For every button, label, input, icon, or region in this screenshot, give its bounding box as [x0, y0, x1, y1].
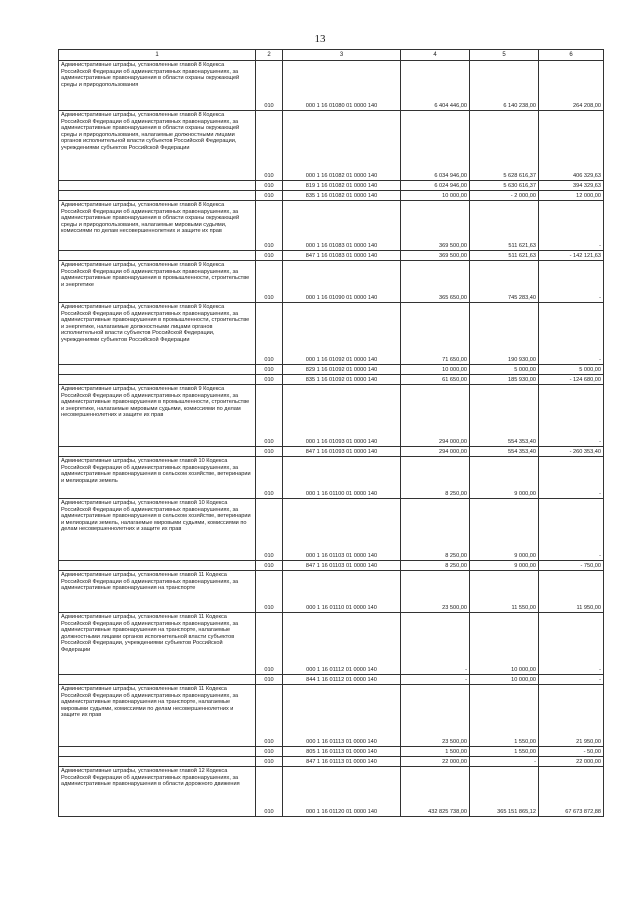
executed-amount-cell: 9 000,00: [470, 457, 539, 499]
approved-amount-cell: 1 500,00: [401, 747, 470, 757]
line-code-cell: 010: [256, 201, 283, 251]
row-description-empty: [59, 447, 256, 457]
classification-code-cell: 000 1 16 01120 01 0000 140: [283, 767, 401, 817]
unexecuted-amount-cell: -: [539, 303, 604, 365]
line-code-cell: 010: [256, 303, 283, 365]
table-row: [59, 747, 604, 757]
approved-amount-cell: 23 500,00: [401, 685, 470, 747]
executed-amount-cell: 10 000,00: [470, 613, 539, 675]
approved-amount-cell: 294 000,00: [401, 385, 470, 447]
line-code-cell: 010: [256, 613, 283, 675]
classification-code-cell: 847 1 16 01083 01 0000 140: [283, 251, 401, 261]
classification-code-cell: 829 1 16 01092 01 0000 140: [283, 365, 401, 375]
unexecuted-amount-cell: 264 208,00: [539, 61, 604, 111]
approved-amount-cell: 8 250,00: [401, 561, 470, 571]
line-code-cell: 010: [256, 757, 283, 767]
executed-amount-cell: 190 930,00: [470, 303, 539, 365]
executed-amount-cell: - 2 000,00: [470, 191, 539, 201]
executed-amount-cell: 554 353,40: [470, 447, 539, 457]
table-row: [59, 365, 604, 375]
table-row: [59, 61, 604, 111]
table-row: [59, 499, 604, 561]
row-description-empty: [59, 747, 256, 757]
row-description-empty: [59, 757, 256, 767]
executed-amount-cell: 745 283,40: [470, 261, 539, 303]
row-description: Административные штрафы, установленные главой 10 Кодекса Российской Федерации об административных правонарушениях, за административные правонарушения в сельском хозяйстве, ветеринарии и мелиорации земель: [59, 457, 256, 499]
row-description: Административные штрафы, установленные главой 9 Кодекса Российской Федерации об административных правонарушениях, за административные правонарушения в промышленности, строительстве и энергетике, налагаемые должностными лицами органов исполнительной власти субъектов Российской Федерации, учреждениями субъектов Российской Федерации: [59, 303, 256, 365]
table-row: [59, 457, 604, 499]
executed-amount-cell: 5 628 616,37: [470, 111, 539, 181]
classification-code-cell: 835 1 16 01082 01 0000 140: [283, 191, 401, 201]
line-code-cell: 010: [256, 571, 283, 613]
unexecuted-amount-cell: 21 950,00: [539, 685, 604, 747]
classification-code-cell: 805 1 16 01113 01 0000 140: [283, 747, 401, 757]
executed-amount-cell: 6 140 238,00: [470, 61, 539, 111]
approved-amount-cell: 8 250,00: [401, 457, 470, 499]
row-description-empty: [59, 181, 256, 191]
unexecuted-amount-cell: -: [539, 457, 604, 499]
row-description: Административные штрафы, установленные главой 9 Кодекса Российской Федерации об административных правонарушениях, за административные правонарушения в промышленности, строительстве и энергетике, налагаемые мировыми судьями, комиссиями по делам несовершеннолетних и защите их прав: [59, 385, 256, 447]
unexecuted-amount-cell: - 50,00: [539, 747, 604, 757]
table-row: [59, 447, 604, 457]
row-description: Административные штрафы, установленные главой 11 Кодекса Российской Федерации об административных правонарушениях, за административные правонарушения на транспорте: [59, 571, 256, 613]
page-number: 13: [314, 33, 326, 45]
executed-amount-cell: 1 550,00: [470, 685, 539, 747]
classification-code-cell: 000 1 16 01093 01 0000 140: [283, 385, 401, 447]
approved-amount-cell: 294 000,00: [401, 447, 470, 457]
row-description-empty: [59, 561, 256, 571]
approved-amount-cell: 365 650,00: [401, 261, 470, 303]
table-row: [59, 685, 604, 747]
table-row: [59, 385, 604, 447]
classification-code-cell: 000 1 16 01092 01 0000 140: [283, 303, 401, 365]
line-code-cell: 010: [256, 747, 283, 757]
row-description-empty: [59, 191, 256, 201]
line-code-cell: 010: [256, 499, 283, 561]
executed-amount-cell: 365 151 865,12: [470, 767, 539, 817]
table-row: [59, 181, 604, 191]
column-header: 3: [283, 50, 401, 61]
classification-code-cell: 847 1 16 01103 01 0000 140: [283, 561, 401, 571]
line-code-cell: 010: [256, 251, 283, 261]
row-description-empty: [59, 251, 256, 261]
classification-code-cell: 835 1 16 01092 01 0000 140: [283, 375, 401, 385]
executed-amount-cell: 5 000,00: [470, 365, 539, 375]
row-description: Административные штрафы, установленные главой 8 Кодекса Российской Федерации об административных правонарушениях, за административные правонарушения в области охраны окружающей среды и природопользования: [59, 61, 256, 111]
approved-amount-cell: -: [401, 613, 470, 675]
approved-amount-cell: 6 024 946,00: [401, 181, 470, 191]
column-header: 4: [401, 50, 470, 61]
row-description-empty: [59, 375, 256, 385]
classification-code-cell: 847 1 16 01093 01 0000 140: [283, 447, 401, 457]
row-description: Административные штрафы, установленные главой 8 Кодекса Российской Федерации об административных правонарушениях, за административные правонарушения в области охраны окружающей среды и природопользования, налагаемые мировыми судьями, комиссиями по делам несовершеннолетних и защите их прав: [59, 201, 256, 251]
line-code-cell: 010: [256, 767, 283, 817]
table-row: [59, 111, 604, 181]
table-row: [59, 561, 604, 571]
approved-amount-cell: 6 404 446,00: [401, 61, 470, 111]
unexecuted-amount-cell: 394 329,63: [539, 181, 604, 191]
classification-code-cell: 000 1 16 01080 01 0000 140: [283, 61, 401, 111]
table-row: [59, 675, 604, 685]
classification-code-cell: 000 1 16 01100 01 0000 140: [283, 457, 401, 499]
row-description: Административные штрафы, установленные главой 10 Кодекса Российской Федерации об административных правонарушениях, за административные правонарушения в сельском хозяйстве, ветеринарии и мелиорации земель, налагаемые мировыми судьями, комиссиями по делам несовершеннолетних и защите их прав: [59, 499, 256, 561]
executed-amount-cell: 511 621,63: [470, 251, 539, 261]
column-header: 6: [539, 50, 604, 61]
unexecuted-amount-cell: 67 673 872,88: [539, 767, 604, 817]
line-code-cell: 010: [256, 447, 283, 457]
line-code-cell: 010: [256, 365, 283, 375]
table-row: [59, 767, 604, 817]
approved-amount-cell: 432 825 738,00: [401, 767, 470, 817]
classification-code-cell: 000 1 16 01113 01 0000 140: [283, 685, 401, 747]
table-header-row: [59, 50, 604, 61]
row-description: Административные штрафы, установленные главой 8 Кодекса Российской Федерации об административных правонарушениях, за административные правонарушения в области охраны окружающей среды и природопользования, налагаемые должностными лицами органов исполнительной власти субъектов Российской Федерации, учреждениями субъектов Российской Федерации: [59, 111, 256, 181]
line-code-cell: 010: [256, 61, 283, 111]
column-header: 2: [256, 50, 283, 61]
executed-amount-cell: 9 000,00: [470, 561, 539, 571]
approved-amount-cell: 6 034 946,00: [401, 111, 470, 181]
row-description: Административные штрафы, установленные главой 9 Кодекса Российской Федерации об административных правонарушениях, за административные правонарушения в промышленности, строительстве и энергетике: [59, 261, 256, 303]
approved-amount-cell: 22 000,00: [401, 757, 470, 767]
unexecuted-amount-cell: - 750,00: [539, 561, 604, 571]
line-code-cell: 010: [256, 375, 283, 385]
line-code-cell: 010: [256, 385, 283, 447]
line-code-cell: 010: [256, 181, 283, 191]
budget-table: [58, 49, 604, 817]
table-row: [59, 251, 604, 261]
executed-amount-cell: 554 353,40: [470, 385, 539, 447]
classification-code-cell: 844 1 16 01112 01 0000 140: [283, 675, 401, 685]
line-code-cell: 010: [256, 261, 283, 303]
row-description: Административные штрафы, установленные главой 11 Кодекса Российской Федерации об административных правонарушениях, за административные правонарушения на транспорте, налагаемые должностными лицами органов исполнительной власти субъектов Российской Федерации, учреждениями субъектов Российской Федерации: [59, 613, 256, 675]
table-row: [59, 191, 604, 201]
executed-amount-cell: 11 550,00: [470, 571, 539, 613]
column-header: 1: [59, 50, 256, 61]
executed-amount-cell: 9 000,00: [470, 499, 539, 561]
classification-code-cell: 000 1 16 01083 01 0000 140: [283, 201, 401, 251]
classification-code-cell: 000 1 16 01110 01 0000 140: [283, 571, 401, 613]
executed-amount-cell: 5 630 616,37: [470, 181, 539, 191]
approved-amount-cell: 369 500,00: [401, 201, 470, 251]
executed-amount-cell: -: [470, 757, 539, 767]
row-description: Административные штрафы, установленные главой 11 Кодекса Российской Федерации об административных правонарушениях, за административные правонарушения на транспорте, налагаемые мировыми судьями, комиссиями по делам несовершеннолетних и защите их прав: [59, 685, 256, 747]
unexecuted-amount-cell: 5 000,00: [539, 365, 604, 375]
approved-amount-cell: 10 000,00: [401, 365, 470, 375]
unexecuted-amount-cell: -: [539, 385, 604, 447]
unexecuted-amount-cell: 22 000,00: [539, 757, 604, 767]
approved-amount-cell: 369 500,00: [401, 251, 470, 261]
approved-amount-cell: 71 650,00: [401, 303, 470, 365]
line-code-cell: 010: [256, 561, 283, 571]
table-row: [59, 571, 604, 613]
classification-code-cell: 819 1 16 01082 01 0000 140: [283, 181, 401, 191]
unexecuted-amount-cell: -: [539, 201, 604, 251]
table-row: [59, 303, 604, 365]
table-row: [59, 613, 604, 675]
line-code-cell: 010: [256, 457, 283, 499]
unexecuted-amount-cell: 11 950,00: [539, 571, 604, 613]
table-row: [59, 261, 604, 303]
line-code-cell: 010: [256, 685, 283, 747]
executed-amount-cell: 1 550,00: [470, 747, 539, 757]
table-row: [59, 757, 604, 767]
executed-amount-cell: 10 000,00: [470, 675, 539, 685]
table-row: [59, 375, 604, 385]
unexecuted-amount-cell: 12 000,00: [539, 191, 604, 201]
approved-amount-cell: 23 500,00: [401, 571, 470, 613]
executed-amount-cell: 511 621,63: [470, 201, 539, 251]
unexecuted-amount-cell: -: [539, 613, 604, 675]
executed-amount-cell: 185 930,00: [470, 375, 539, 385]
table-row: [59, 201, 604, 251]
classification-code-cell: 000 1 16 01112 01 0000 140: [283, 613, 401, 675]
line-code-cell: 010: [256, 191, 283, 201]
approved-amount-cell: 61 650,00: [401, 375, 470, 385]
approved-amount-cell: 8 250,00: [401, 499, 470, 561]
row-description: Административные штрафы, установленные главой 12 Кодекса Российской Федерации об административных правонарушениях, за административные правонарушения в области дорожного движения: [59, 767, 256, 817]
classification-code-cell: 000 1 16 01103 01 0000 140: [283, 499, 401, 561]
unexecuted-amount-cell: -: [539, 261, 604, 303]
unexecuted-amount-cell: - 142 121,63: [539, 251, 604, 261]
table-body: [59, 50, 604, 817]
column-header: 5: [470, 50, 539, 61]
classification-code-cell: 000 1 16 01082 01 0000 140: [283, 111, 401, 181]
unexecuted-amount-cell: 406 329,63: [539, 111, 604, 181]
unexecuted-amount-cell: -: [539, 675, 604, 685]
classification-code-cell: 000 1 16 01090 01 0000 140: [283, 261, 401, 303]
row-description-empty: [59, 675, 256, 685]
line-code-cell: 010: [256, 675, 283, 685]
line-code-cell: 010: [256, 111, 283, 181]
approved-amount-cell: 10 000,00: [401, 191, 470, 201]
approved-amount-cell: -: [401, 675, 470, 685]
classification-code-cell: 847 1 16 01113 01 0000 140: [283, 757, 401, 767]
unexecuted-amount-cell: -: [539, 499, 604, 561]
unexecuted-amount-cell: - 124 680,00: [539, 375, 604, 385]
row-description-empty: [59, 365, 256, 375]
unexecuted-amount-cell: - 260 353,40: [539, 447, 604, 457]
